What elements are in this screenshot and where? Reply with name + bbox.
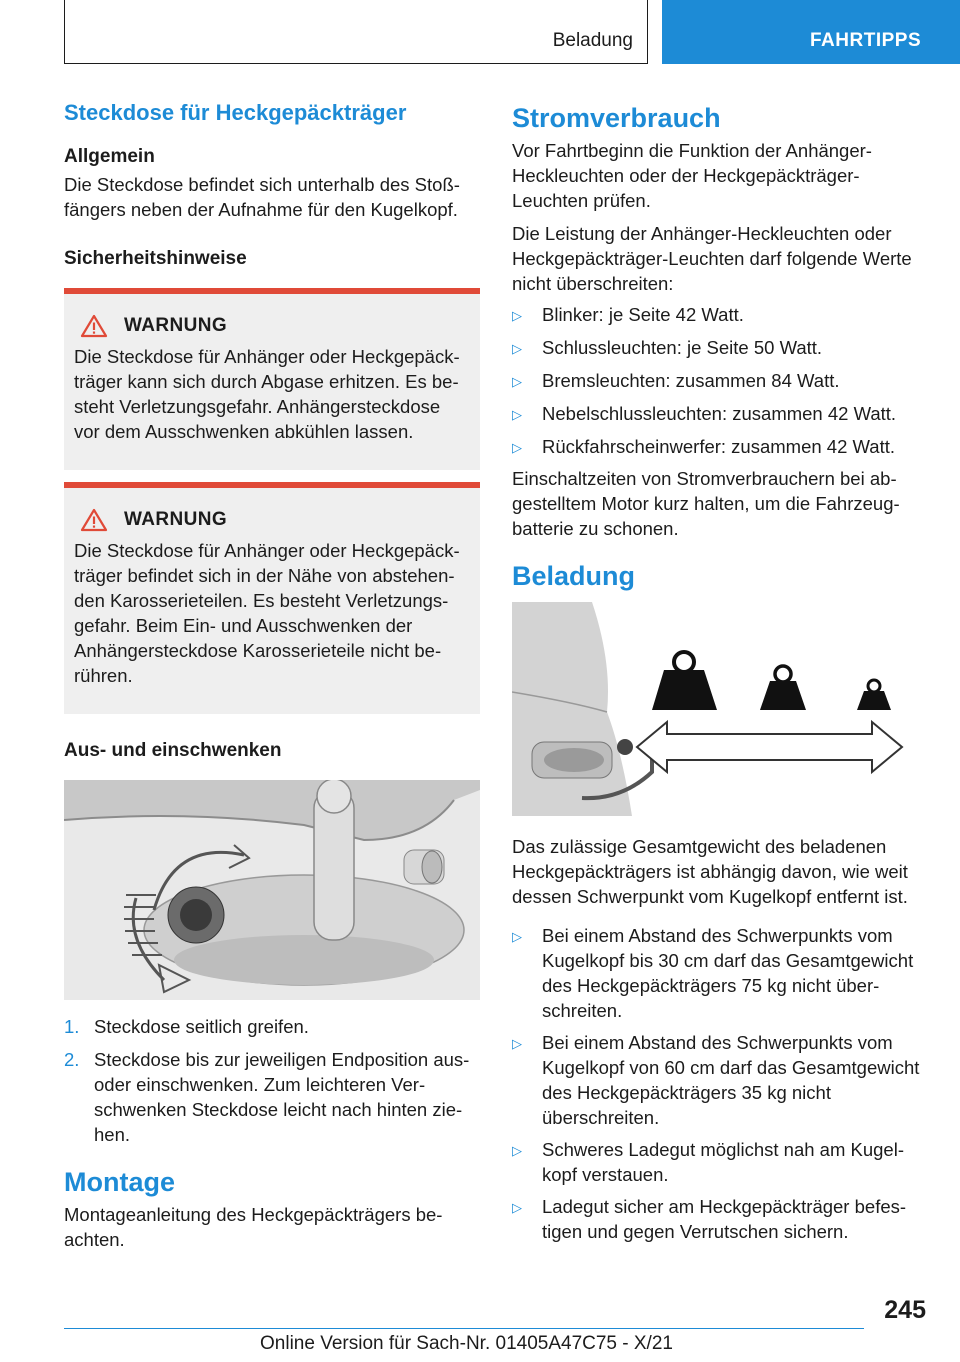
socket-swing-illustration xyxy=(64,780,480,1000)
list-item: ▷ Bei einem Abstand des Schwerpunkts vom Kugelkopf bis 30 cm darf das Gesamtgewicht des Heckgepäckträgers 75 kg nicht überschreiten. xyxy=(512,925,914,1021)
power-text-2: Die Leistung der Anhänger-Heckleuchten oder Heckgepäckträger-Leuchten darf folgende Werte nicht überschreiten: xyxy=(512,223,912,294)
power-limits-list xyxy=(512,302,928,460)
load-rules-list xyxy=(512,923,928,1244)
mount-heading: Montage xyxy=(64,1167,175,1197)
right-column xyxy=(512,100,928,1244)
list-item: ▷ Blinker: je Seite 42 Watt. xyxy=(512,302,928,328)
mount-text: Montageanleitung des Heckgepäckträgers beachten. xyxy=(64,1204,443,1250)
bullet-triangle-icon: ▷ xyxy=(512,407,522,422)
list-item: ▷ Schlussleuchten: je Seite 50 Watt. xyxy=(512,335,928,361)
load-text: Das zulässige Gesamtgewicht des beladenen Heckgepäckträgers ist abhängig davon, wie weit dessen Schwerpunkt vom Kugelkopf entfernt ist. xyxy=(512,836,908,907)
bullet-triangle-icon: ▷ xyxy=(512,1143,522,1158)
warning-box-2 xyxy=(64,482,480,714)
bullet-triangle-icon: ▷ xyxy=(512,374,522,389)
warning-triangle-icon xyxy=(80,314,108,338)
list-item: ▷ Rückfahrscheinwerfer: zusammen 42 Watt. xyxy=(512,434,928,460)
list-item xyxy=(64,1014,480,1039)
header-section-box xyxy=(64,0,648,64)
swing-heading: Aus- und einschwenken xyxy=(64,740,282,761)
list-item: ▷ Bremsleuchten: zusammen 84 Watt. xyxy=(512,368,928,394)
list-item: ▷ Ladegut sicher am Heckgepäckträger befestigen und gegen Verrutschen sichern. xyxy=(512,1196,907,1242)
load-heading: Beladung xyxy=(512,561,636,591)
power-text-1: Vor Fahrtbeginn die Funktion der Anhänger-Heckleuchten oder der Heckgepäckträger-Leuchten prüfen. xyxy=(512,140,872,211)
bullet-triangle-icon: ▷ xyxy=(512,440,522,455)
list-item: ▷ Schweres Ladegut möglichst nah am Kugelkopf verstauen. xyxy=(512,1139,904,1185)
safety-heading: Sicherheitshinweise xyxy=(64,248,247,269)
power-text-3: Einschaltzeiten von Stromverbrauchern bei abgestelltem Motor kurz halten, um die Fahrzeugbatterie zu schonen. xyxy=(512,468,900,539)
footer-divider xyxy=(64,1328,864,1329)
bullet-triangle-icon: ▷ xyxy=(512,1200,522,1215)
general-text: Die Steckdose befindet sich unterhalb des Stoßfängers neben der Aufnahme für den Kugelkopf. xyxy=(64,174,460,220)
header-chapter-tab: FAHRTIPPS xyxy=(662,0,960,64)
warning-label: WARNUNG xyxy=(124,315,228,336)
warning-label: WARNUNG xyxy=(124,509,228,530)
load-distance-illustration xyxy=(512,602,928,816)
warning-text: Die Steckdose für Anhänger oder Heckgepäckträger kann sich durch Abgase erhitzen. Es besteht Verletzungsgefahr. Anhängersteckdose vor dem Ausschwenken abkühlen lassen. xyxy=(74,346,460,442)
swing-steps-list xyxy=(64,1014,480,1147)
list-item: ▷ Nebelschlussleuchten: zusammen 42 Watt. xyxy=(512,401,928,427)
list-item: ▷ Bei einem Abstand des Schwerpunkts vom Kugelkopf von 60 cm darf das Gesamtgewicht des Heckgepäckträgers 35 kg nicht überschreiten. xyxy=(512,1032,920,1128)
header-section-title: Beladung xyxy=(552,30,633,51)
step-text: Steckdose bis zur jeweiligen Endposition aus- oder einschwenken. Zum leichteren Verschwenken Steckdose leicht nach hinten ziehen. xyxy=(94,1049,470,1145)
step-number: 1. xyxy=(64,1016,80,1037)
bullet-triangle-icon: ▷ xyxy=(512,341,522,356)
bullet-triangle-icon: ▷ xyxy=(512,1036,522,1051)
bullet-triangle-icon: ▷ xyxy=(512,929,522,944)
warning-text: Die Steckdose für Anhänger oder Heckgepäckträger befindet sich in der Nähe von abstehenden Karosserieteilen. Es besteht Verletzungsgefahr. Beim Ein- und Ausschwenken der Anhängersteckdose Karosserieteile nicht berühren. xyxy=(74,540,460,686)
footer-version-text: Online Version für Sach-Nr. 01405A47C75 - X/21 xyxy=(260,1333,673,1354)
bullet-triangle-icon: ▷ xyxy=(512,308,522,323)
general-heading: Allgemein xyxy=(64,146,155,167)
step-number: 2. xyxy=(64,1049,80,1070)
step-text: Steckdose seitlich greifen. xyxy=(94,1016,309,1037)
left-column xyxy=(64,100,480,1252)
page-number: 245 xyxy=(884,1296,926,1324)
power-heading: Stromverbrauch xyxy=(512,103,721,133)
warning-triangle-icon xyxy=(80,508,108,532)
warning-box-1 xyxy=(64,288,480,470)
list-item xyxy=(64,1047,480,1147)
section-title-socket: Steckdose für Heckgepäckträger xyxy=(64,100,407,125)
